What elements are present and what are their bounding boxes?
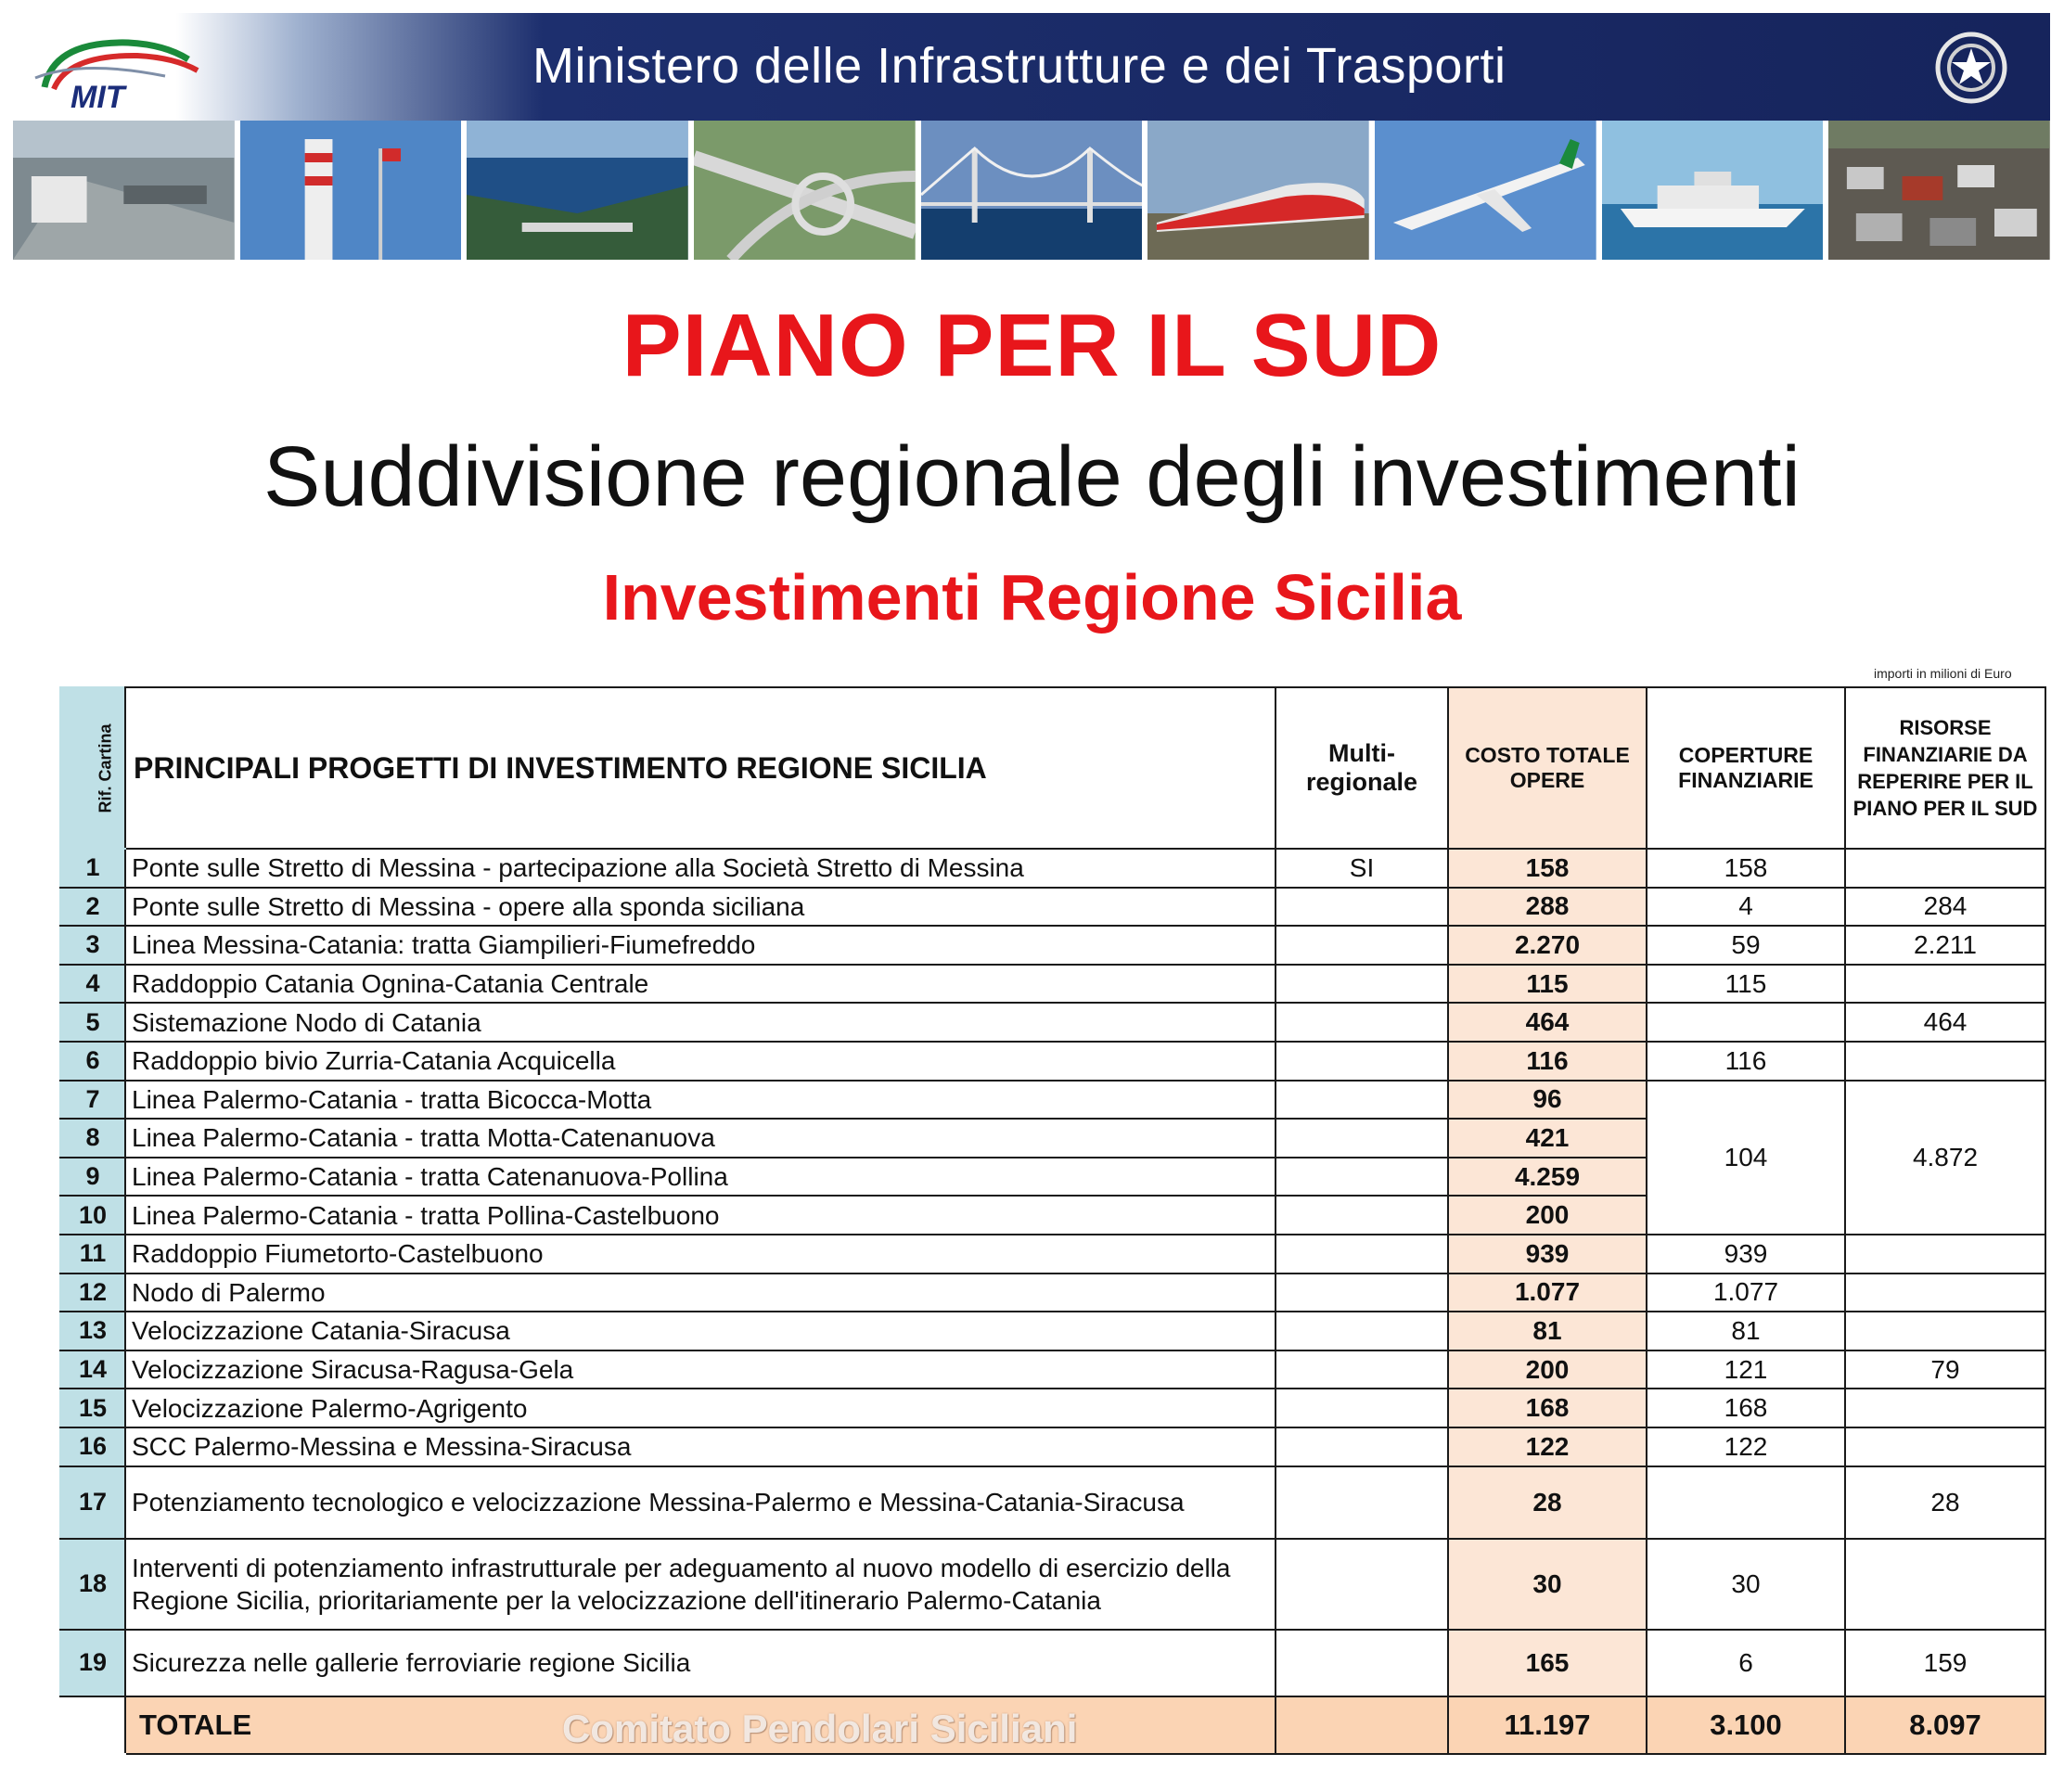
investment-table-wrapper xyxy=(59,686,2045,1755)
svg-text:MIT: MIT xyxy=(71,80,125,115)
row-description: Ponte sulle Stretto di Messina - partecipazione alla Società Stretto di Messina xyxy=(125,849,1276,888)
row-description: Velocizzazione Siracusa-Ragusa-Gela xyxy=(125,1350,1276,1389)
row-multiregional xyxy=(1276,1196,1448,1235)
row-resources xyxy=(1845,965,2045,1004)
row-ref: 6 xyxy=(60,1042,125,1081)
row-multiregional xyxy=(1276,1630,1448,1696)
row-resources: 464 xyxy=(1845,1003,2045,1042)
row-multiregional xyxy=(1276,1081,1448,1120)
row-cost: 165 xyxy=(1448,1630,1647,1696)
investment-table xyxy=(59,686,2046,1755)
row-description: Sicurezza nelle gallerie ferroviarie regione Sicilia xyxy=(125,1630,1276,1696)
header-multiregional: Multi-regionale xyxy=(1276,687,1448,849)
header-ref xyxy=(60,687,125,849)
table-row xyxy=(60,965,2045,1004)
total-multiregional xyxy=(1276,1696,1448,1754)
row-cost: 115 xyxy=(1448,965,1647,1004)
header-banner xyxy=(13,13,2050,121)
row-ref: 4 xyxy=(60,965,125,1004)
row-ref: 14 xyxy=(60,1350,125,1389)
header-resources: RISORSE FINANZIARIE DA REPERIRE PER IL PIANO PER IL SUD xyxy=(1845,687,2045,849)
row-multiregional xyxy=(1276,1042,1448,1081)
row-description: Velocizzazione Catania-Siracusa xyxy=(125,1312,1276,1350)
row-resources: 284 xyxy=(1845,888,2045,927)
photo-highway-interchange xyxy=(694,121,916,260)
total-label-cell xyxy=(125,1696,1276,1754)
row-coverage xyxy=(1647,1466,1845,1539)
row-coverage: 30 xyxy=(1647,1539,1845,1630)
row-description: Linea Palermo-Catania - tratta Catenanuova-Pollina xyxy=(125,1158,1276,1197)
row-cost: 2.270 xyxy=(1448,926,1647,965)
table-row xyxy=(60,1274,2045,1312)
row-multiregional xyxy=(1276,965,1448,1004)
row-cost: 939 xyxy=(1448,1235,1647,1274)
table-row xyxy=(60,1427,2045,1466)
group-resources: 4.872 xyxy=(1845,1081,2045,1235)
row-ref: 19 xyxy=(60,1630,125,1696)
row-coverage: 116 xyxy=(1647,1042,1845,1081)
header-total-cost: COSTO TOTALE OPERE xyxy=(1448,687,1647,849)
row-multiregional: SI xyxy=(1276,849,1448,888)
row-description: Linea Palermo-Catania - tratta Pollina-Castelbuono xyxy=(125,1196,1276,1235)
row-ref: 16 xyxy=(60,1427,125,1466)
row-ref: 7 xyxy=(60,1081,125,1120)
table-row xyxy=(60,926,2045,965)
table-row xyxy=(60,1350,2045,1389)
row-description: Potenziamento tecnologico e velocizzazione Messina-Palermo e Messina-Catania-Siracusa xyxy=(125,1466,1276,1539)
row-cost: 116 xyxy=(1448,1042,1647,1081)
row-resources xyxy=(1845,1389,2045,1427)
row-description: Linea Palermo-Catania - tratta Bicocca-Motta xyxy=(125,1081,1276,1120)
row-coverage xyxy=(1647,1003,1845,1042)
row-resources xyxy=(1845,1042,2045,1081)
row-multiregional xyxy=(1276,1235,1448,1274)
table-row xyxy=(60,849,2045,888)
total-resources: 8.097 xyxy=(1845,1696,2045,1754)
ministry-title: Ministero delle Infrastrutture e dei Trasporti xyxy=(532,38,1506,94)
row-ref: 13 xyxy=(60,1312,125,1350)
row-coverage: 81 xyxy=(1647,1312,1845,1350)
row-cost: 158 xyxy=(1448,849,1647,888)
row-multiregional xyxy=(1276,1119,1448,1158)
row-ref: 1 xyxy=(60,849,125,888)
photo-high-speed-train xyxy=(1147,121,1369,260)
row-ref: 18 xyxy=(60,1539,125,1630)
table-row xyxy=(60,1235,2045,1274)
total-ref-empty xyxy=(60,1696,125,1754)
plan-title: PIANO PER IL SUD xyxy=(622,296,1442,395)
table-row xyxy=(60,1081,2045,1120)
mit-logo-icon xyxy=(26,22,212,115)
photo-suspension-bridge xyxy=(921,121,1143,260)
row-resources xyxy=(1845,1427,2045,1466)
row-multiregional xyxy=(1276,1274,1448,1312)
photo-harbor xyxy=(467,121,688,260)
photo-airplane xyxy=(1375,121,1596,260)
table-row xyxy=(60,1466,2045,1539)
row-resources: 2.211 xyxy=(1845,926,2045,965)
row-cost: 200 xyxy=(1448,1196,1647,1235)
row-cost: 288 xyxy=(1448,888,1647,927)
row-ref: 5 xyxy=(60,1003,125,1042)
row-multiregional xyxy=(1276,1539,1448,1630)
row-coverage: 4 xyxy=(1647,888,1845,927)
row-cost: 4.259 xyxy=(1448,1158,1647,1197)
row-multiregional xyxy=(1276,1427,1448,1466)
row-ref: 12 xyxy=(60,1274,125,1312)
row-description: SCC Palermo-Messina e Messina-Siracusa xyxy=(125,1427,1276,1466)
row-coverage: 122 xyxy=(1647,1427,1845,1466)
row-cost: 421 xyxy=(1448,1119,1647,1158)
header-description: PRINCIPALI PROGETTI DI INVESTIMENTO REGIONE SICILIA xyxy=(125,687,1276,849)
row-multiregional xyxy=(1276,1389,1448,1427)
row-coverage: 59 xyxy=(1647,926,1845,965)
row-multiregional xyxy=(1276,1003,1448,1042)
total-label: TOTALE xyxy=(139,1708,252,1741)
row-ref: 11 xyxy=(60,1235,125,1274)
row-description: Velocizzazione Palermo-Agrigento xyxy=(125,1389,1276,1427)
watermark-text: Comitato Pendolari Siciliani xyxy=(562,1706,1078,1750)
row-ref: 15 xyxy=(60,1389,125,1427)
table-row xyxy=(60,1630,2045,1696)
italian-emblem-icon xyxy=(1933,30,2009,106)
row-multiregional xyxy=(1276,1312,1448,1350)
row-ref: 9 xyxy=(60,1158,125,1197)
row-ref: 2 xyxy=(60,888,125,927)
table-row xyxy=(60,1042,2045,1081)
row-multiregional xyxy=(1276,926,1448,965)
photo-station xyxy=(13,121,235,260)
photo-control-tower xyxy=(240,121,462,260)
row-cost: 81 xyxy=(1448,1312,1647,1350)
row-description: Interventi di potenziamento infrastrutturale per adeguamento al nuovo modello di esercizio della Regione Sicilia, prioritariamente per la velocizzazione dell'itinerario Palermo-Catania xyxy=(125,1539,1276,1630)
row-cost: 30 xyxy=(1448,1539,1647,1630)
row-ref: 8 xyxy=(60,1119,125,1158)
table-row xyxy=(60,1003,2045,1042)
table-row xyxy=(60,1312,2045,1350)
total-cost: 11.197 xyxy=(1448,1696,1647,1754)
row-description: Ponte sulle Stretto di Messina - opere alla sponda siciliana xyxy=(125,888,1276,927)
row-description: Raddoppio bivio Zurria-Catania Acquicella xyxy=(125,1042,1276,1081)
row-coverage: 939 xyxy=(1647,1235,1845,1274)
row-multiregional xyxy=(1276,1350,1448,1389)
row-cost: 96 xyxy=(1448,1081,1647,1120)
row-coverage: 158 xyxy=(1647,849,1845,888)
row-multiregional xyxy=(1276,888,1448,927)
row-cost: 168 xyxy=(1448,1389,1647,1427)
table-header-row xyxy=(60,687,2045,849)
row-cost: 1.077 xyxy=(1448,1274,1647,1312)
table-row xyxy=(60,1389,2045,1427)
row-coverage: 6 xyxy=(1647,1630,1845,1696)
total-row xyxy=(60,1696,2045,1754)
row-description: Linea Messina-Catania: tratta Giampilieri-Fiumefreddo xyxy=(125,926,1276,965)
row-resources xyxy=(1845,849,2045,888)
row-cost: 464 xyxy=(1448,1003,1647,1042)
row-resources xyxy=(1845,1539,2045,1630)
table-row xyxy=(60,888,2045,927)
row-coverage: 115 xyxy=(1647,965,1845,1004)
row-coverage: 1.077 xyxy=(1647,1274,1845,1312)
group-coverage: 104 xyxy=(1647,1081,1845,1235)
row-resources: 28 xyxy=(1845,1466,2045,1539)
photo-traffic xyxy=(1828,121,2050,260)
row-resources xyxy=(1845,1235,2045,1274)
photo-strip xyxy=(13,121,2050,260)
row-multiregional xyxy=(1276,1158,1448,1197)
total-coverage: 3.100 xyxy=(1647,1696,1845,1754)
row-description: Raddoppio Fiumetorto-Castelbuono xyxy=(125,1235,1276,1274)
header-coverage: COPERTURE FINANZIARIE xyxy=(1647,687,1845,849)
row-multiregional xyxy=(1276,1466,1448,1539)
header-ref-label: Rif. Cartina xyxy=(96,723,115,813)
row-coverage: 168 xyxy=(1647,1389,1845,1427)
page-subtitle: Suddivisione regionale degli investimenti xyxy=(263,429,1801,524)
row-ref: 3 xyxy=(60,926,125,965)
row-description: Sistemazione Nodo di Catania xyxy=(125,1003,1276,1042)
row-resources: 159 xyxy=(1845,1630,2045,1696)
row-cost: 200 xyxy=(1448,1350,1647,1389)
row-coverage: 121 xyxy=(1647,1350,1845,1389)
row-description: Raddoppio Catania Ognina-Catania Centrale xyxy=(125,965,1276,1004)
photo-cruise-ship xyxy=(1602,121,1824,260)
units-note: importi in milioni di Euro xyxy=(1874,666,2012,681)
row-cost: 28 xyxy=(1448,1466,1647,1539)
row-cost: 122 xyxy=(1448,1427,1647,1466)
table-row xyxy=(60,1539,2045,1630)
row-resources xyxy=(1845,1312,2045,1350)
row-description: Nodo di Palermo xyxy=(125,1274,1276,1312)
row-resources xyxy=(1845,1274,2045,1312)
row-ref: 10 xyxy=(60,1196,125,1235)
row-resources: 79 xyxy=(1845,1350,2045,1389)
row-ref: 17 xyxy=(60,1466,125,1539)
row-description: Linea Palermo-Catania - tratta Motta-Catenanuova xyxy=(125,1119,1276,1158)
region-title: Investimenti Regione Sicilia xyxy=(602,561,1462,634)
